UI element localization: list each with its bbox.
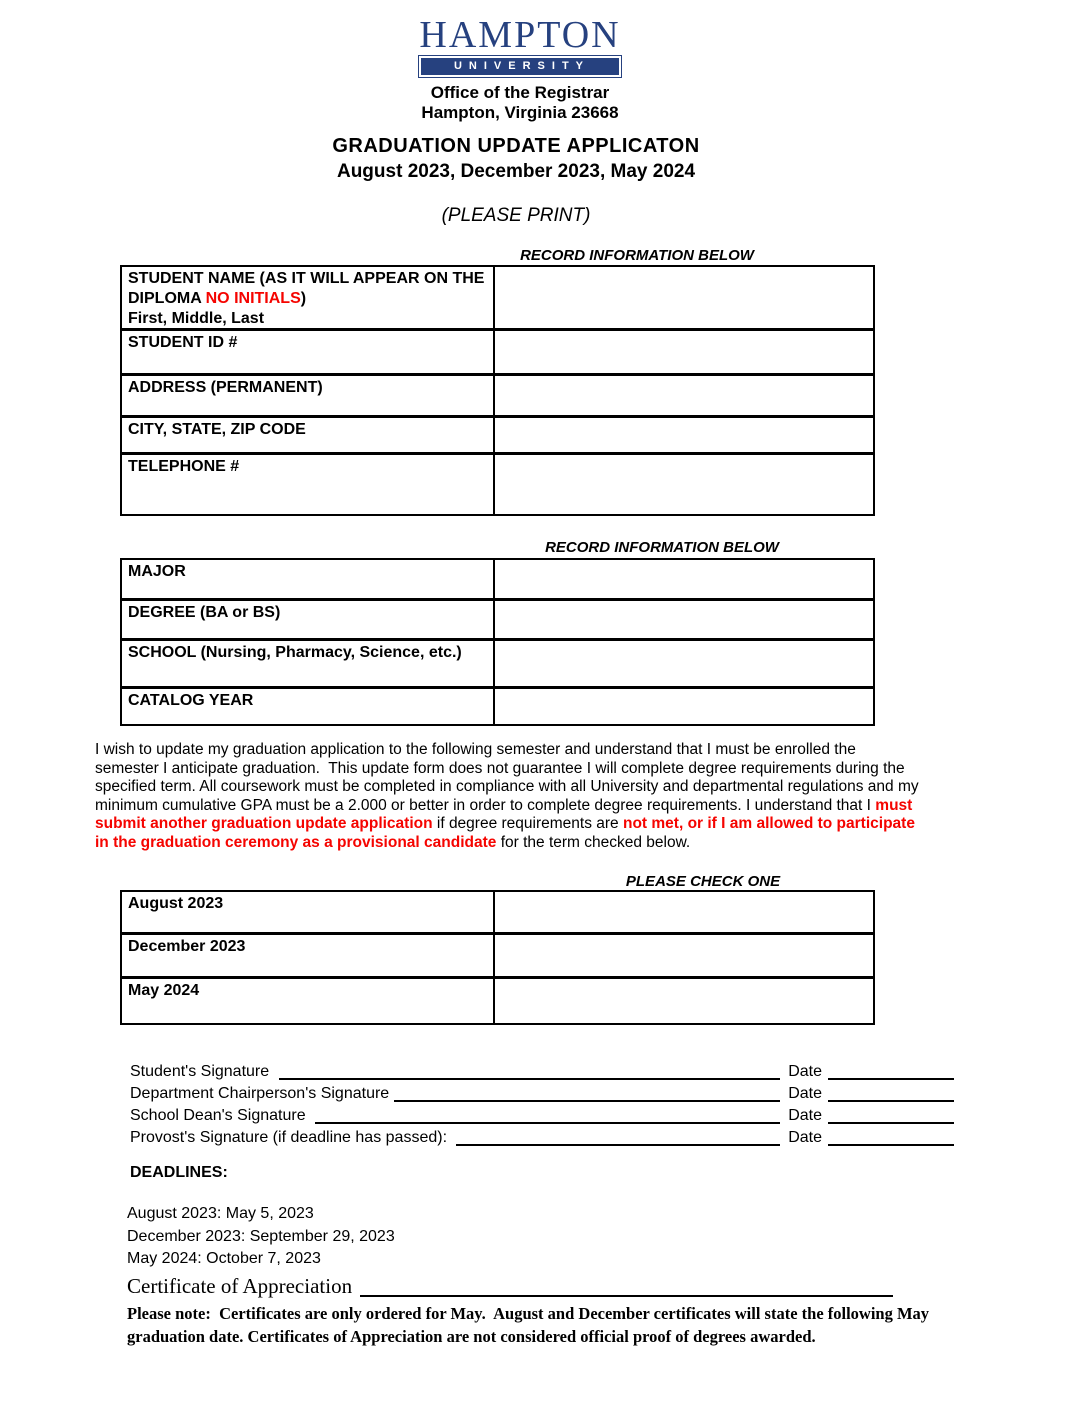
table-row-degree: [122, 601, 873, 641]
record-info-header-1: RECORD INFORMATION BELOW: [520, 247, 754, 264]
hampton-university-logo: [419, 16, 620, 77]
school-input-cell[interactable]: [495, 641, 873, 686]
chairperson-signature-row: [130, 1082, 954, 1104]
may-2024-label: May 2024: [122, 979, 495, 1023]
provost-date-label: Date: [788, 1129, 822, 1146]
certificate-of-appreciation-row: [127, 1274, 893, 1299]
document-header: [0, 16, 1064, 123]
december-2023-label: December 2023: [122, 935, 495, 976]
deadlines-heading: DEADLINES:: [130, 1164, 228, 1181]
certificate-note: Please note: Certificates are only ordered for May. August and December certificates will state the following May graduation date. Certificates of Appreciation are not considered official proof of degrees awarded.: [127, 1304, 934, 1346]
dean-date-label: Date: [788, 1107, 822, 1124]
provost-date-line[interactable]: [828, 1132, 954, 1146]
catalog-year-label: CATALOG YEAR: [122, 689, 495, 724]
certificate-name-line[interactable]: [360, 1281, 893, 1297]
certificate-label: Certificate of Appreciation: [127, 1274, 353, 1298]
chairperson-date-label: Date: [788, 1085, 822, 1102]
table-row-catalog-year: [122, 689, 873, 724]
provost-signature-line[interactable]: [456, 1132, 780, 1146]
student-signature-row: [130, 1060, 954, 1082]
student-id-input-cell[interactable]: [495, 331, 873, 373]
table-row-telephone: [122, 455, 873, 514]
title-block: [0, 134, 1060, 227]
major-input-cell[interactable]: [495, 560, 873, 598]
dean-signature-label: School Dean's Signature: [130, 1107, 311, 1124]
table-row-school: [122, 641, 873, 689]
degree-input-cell[interactable]: [495, 601, 873, 638]
office-line: Office of the Registrar: [430, 83, 610, 102]
may-2024-check-cell[interactable]: [495, 979, 873, 1023]
term-selection-table: [120, 890, 875, 1025]
table-row-may-2024: [122, 979, 873, 1023]
chairperson-signature-label: Department Chairperson's Signature: [130, 1085, 390, 1102]
chairperson-signature-line[interactable]: [394, 1088, 780, 1102]
table-row-student-name: [122, 267, 873, 331]
telephone-label: TELEPHONE #: [122, 455, 495, 514]
student-name-label-part1: STUDENT NAME (AS IT WILL APPEAR ON THE DIPLOMA: [128, 270, 485, 307]
logo-university-bar: UNIVERSITY: [419, 56, 620, 77]
school-label: SCHOOL (Nursing, Pharmacy, Science, etc.): [122, 641, 495, 686]
please-check-one-header: PLEASE CHECK ONE: [625, 873, 781, 890]
city-state-zip-label: CITY, STATE, ZIP CODE: [122, 418, 495, 452]
catalog-year-input-cell[interactable]: [495, 689, 873, 724]
provost-signature-row: [130, 1126, 954, 1148]
table-row-major: [122, 560, 873, 601]
form-title: GRADUATION UPDATE APPLICATON: [332, 135, 700, 157]
signature-section: [130, 1060, 954, 1148]
address-input-cell[interactable]: [495, 376, 873, 415]
table-row-august-2023: [122, 892, 873, 935]
table-row-december-2023: [122, 935, 873, 979]
dean-date-line[interactable]: [828, 1110, 954, 1124]
student-signature-line[interactable]: [279, 1066, 781, 1080]
form-terms-subtitle: August 2023, December 2023, May 2024: [336, 161, 696, 182]
august-2023-check-cell[interactable]: [495, 892, 873, 932]
deadlines-list: [127, 1203, 395, 1271]
student-name-label: [122, 267, 495, 328]
provost-signature-label: Provost's Signature (if deadline has passed):: [130, 1129, 452, 1146]
dean-signature-row: [130, 1104, 954, 1126]
address-line: Hampton, Virginia 23668: [421, 103, 619, 122]
telephone-input-cell[interactable]: [495, 455, 873, 514]
record-info-header-2: RECORD INFORMATION BELOW: [545, 539, 779, 556]
please-print-note: (PLEASE PRINT): [441, 205, 591, 226]
degree-label: DEGREE (BA or BS): [122, 601, 495, 638]
december-2023-check-cell[interactable]: [495, 935, 873, 976]
city-state-zip-input-cell[interactable]: [495, 418, 873, 452]
agreement-paragraph: I wish to update my graduation application to the following semester and understand that I must be enrolled the semester I anticipate graduation. This update form does not guarantee I will complete degree requirements during the specified term. All coursework must be completed in compliance with all University and departmental regulations and my minimum cumulative GPA must be a 2.000 or better in order to complete degree requirements. I understand that I must submit another graduation update application if degree requirements are not met, or if I am allowed to participate in the graduation ceremony as a provisional candidate for the term checked below.: [95, 741, 923, 851]
no-initials-warning: NO INITIALS: [205, 290, 301, 307]
student-name-label-part2: ): [300, 290, 307, 307]
table-row-address: [122, 376, 873, 418]
student-info-table: [120, 265, 875, 516]
major-label: MAJOR: [122, 560, 495, 598]
deadline-item-may: May 2024: October 7, 2023: [127, 1250, 321, 1267]
name-order-hint: First, Middle, Last: [128, 310, 265, 327]
student-date-label: Date: [788, 1063, 822, 1080]
chairperson-date-line[interactable]: [828, 1088, 954, 1102]
student-id-label: STUDENT ID #: [122, 331, 495, 373]
logo-wordmark: HAMPTON: [419, 14, 621, 56]
student-name-input-cell[interactable]: [495, 267, 873, 328]
academic-info-table: [120, 558, 875, 726]
address-label: ADDRESS (PERMANENT): [122, 376, 495, 415]
table-row-city-state-zip: [122, 418, 873, 455]
deadline-item-december: December 2023: September 29, 2023: [127, 1227, 395, 1245]
dean-signature-line[interactable]: [315, 1110, 780, 1124]
deadline-item-august: August 2023: May 5, 2023: [127, 1205, 314, 1222]
table-row-student-id: [122, 331, 873, 376]
student-signature-label: Student's Signature: [130, 1063, 274, 1080]
student-date-line[interactable]: [828, 1066, 954, 1080]
august-2023-label: August 2023: [122, 892, 495, 932]
